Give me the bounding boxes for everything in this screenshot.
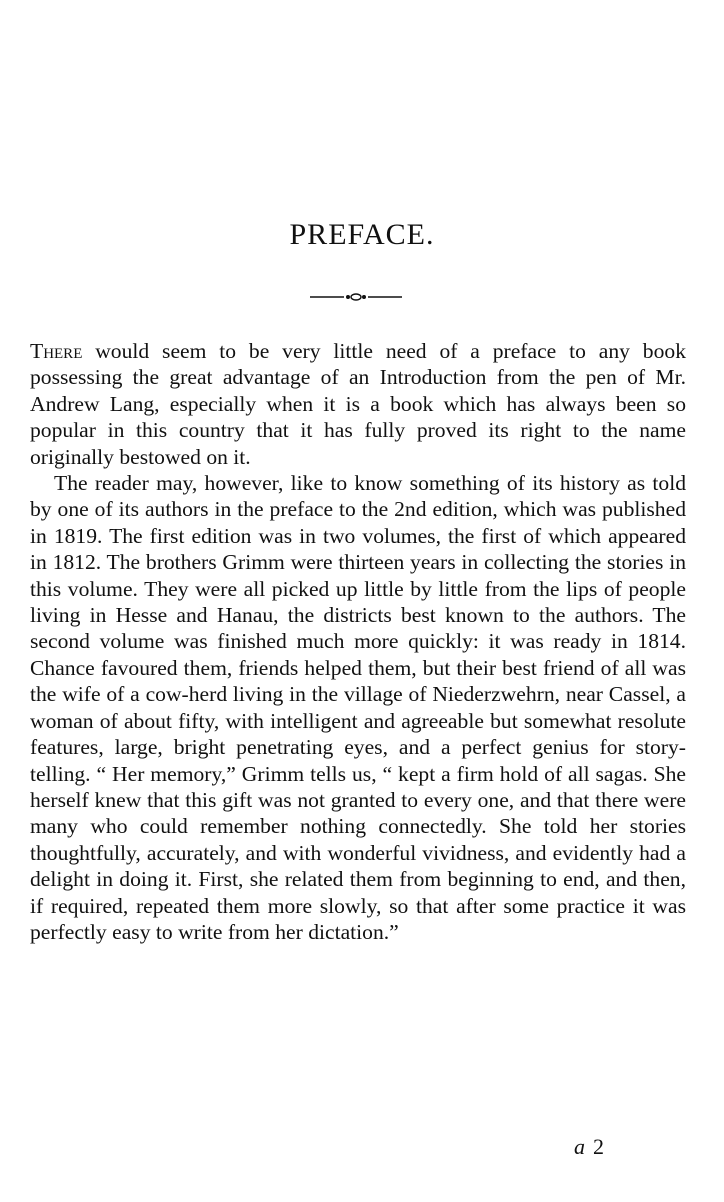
- paragraph-2: The reader may, however, like to know something of its history as told by one of its authors in the preface to the 2nd edition, which was published in 1819. The first edition was in two volumes, the first of which appeared in 1812. The brothers Grimm were thirteen years in collecting the stories in this volume. They were all picked up little by little from the lips of people living in Hesse and Hanau, the districts best known to the authors. The second volume was finished much more quickly: it was ready in 1814. Chance favoured them, friends helped them, but their best friend of all was the wife of a cow-herd living in the village of Niederzwehrn, near Cassel, a woman of about fifty, with intelligent and agreeable but somewhat resolute features, large, bright penetrating eyes, and a perfect genius for story-telling. “ Her memory,” Grimm tells us, “ kept a firm hold of all sagas. She herself knew that this gift was not granted to every one, and that there were many who could remember nothing connectedly. She told her stories thoughtfully, accurately, and with wonderful vividness, and evidently had a delight in doing it. First, she related them from beginning to end, and then, if required, repeated them more slowly, so that after some practice it was perfectly easy to write from her dictation.”: [30, 471, 686, 944]
- page-title: PREFACE.: [289, 218, 435, 251]
- title-ornament: [310, 290, 402, 304]
- signature-number: 2: [593, 1134, 604, 1159]
- paragraph-1: [30, 338, 686, 470]
- paragraph-1-lead: There: [30, 339, 83, 363]
- signature-mark: [574, 1134, 604, 1160]
- signature-letter: a: [574, 1134, 585, 1159]
- paragraph-1-text: would seem to be very little need of a preface to any book possessing the great advantage of an Introduction from the pen of Mr. Andrew Lang, especially when it is a book which has always been so popular in this country that it has fully proved its right to the name originally bestowed on it.: [30, 339, 686, 469]
- preface-body: [30, 338, 686, 945]
